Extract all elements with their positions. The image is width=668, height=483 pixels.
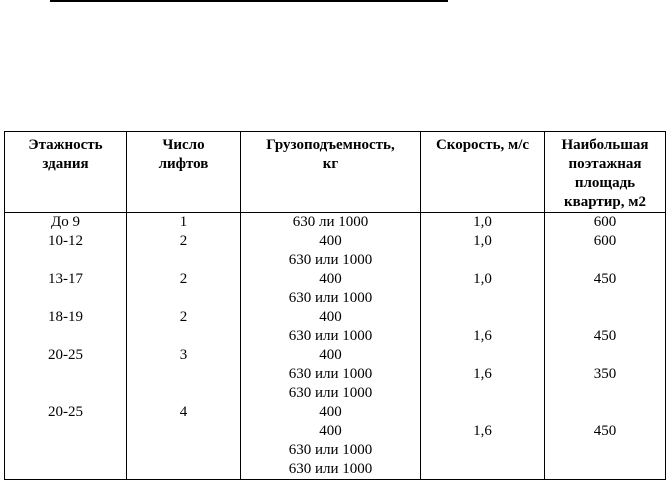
header-lift-count [127,132,241,213]
header-line: квартир, м2 [564,194,646,210]
cell-line: 600 [593,214,617,230]
cell-line [423,251,542,270]
cell-line [423,460,542,479]
max-area-column [545,213,666,480]
cell-line [129,365,238,384]
cell-line: 630 или 1000 [288,366,373,382]
cell-line: 630 или 1000 [288,328,373,344]
header-line: площадь [574,175,636,191]
header-speed [421,132,545,213]
cell-line [547,308,663,327]
table-header-row [5,132,666,213]
cell-line: 20-25 [48,347,83,363]
cell-line [547,251,663,270]
cell-line [129,460,238,479]
cell-line: 350 [593,366,617,382]
cell-line [423,289,542,308]
cell-line: 400 [319,271,342,287]
cell-line [423,308,542,327]
cell-line [423,403,542,422]
cell-line [7,289,124,308]
cell-line: 1,6 [473,328,492,344]
cell-line: 20-25 [48,404,83,420]
elevator-requirements-table [4,131,666,480]
cell-line: 630 или 1000 [288,252,373,268]
capacity-column [241,213,421,480]
header-line: здания [42,156,89,172]
header-max-area [545,132,666,213]
cell-line: 1,0 [473,271,492,287]
cell-line [7,384,124,403]
header-line: Грузоподъемность, [266,137,395,153]
speed-column [421,213,545,480]
cell-line [423,384,542,403]
cell-line [7,460,124,479]
cell-line [129,289,238,308]
cell-line [7,422,124,441]
table-body-row [5,213,666,480]
header-line: поэтажная [568,156,642,172]
cell-line: 1,6 [473,423,492,439]
header-floors [5,132,127,213]
cell-line: 630 или 1000 [288,442,373,458]
cell-line [7,251,124,270]
cell-line: До 9 [51,214,80,230]
cell-line: 600 [593,233,617,249]
cell-line [423,441,542,460]
header-line: Этажность [28,137,103,153]
cell-line [129,441,238,460]
cell-line: 1 [179,214,188,230]
header-line: Число [162,137,205,153]
cell-line: 2 [179,271,188,287]
cell-line: 2 [179,309,188,325]
cell-line [547,346,663,365]
cell-line [423,346,542,365]
cell-line: 400 [319,423,342,439]
cell-line: 4 [179,404,188,420]
cell-line: 400 [319,347,342,363]
cell-line: 450 [593,271,617,287]
cell-line [547,403,663,422]
cell-line: 10-12 [48,233,83,249]
cell-line: 450 [593,328,617,344]
cell-line: 400 [319,404,342,420]
cell-line: 1,0 [473,214,492,230]
cell-line: 18-19 [48,309,83,325]
top-horizontal-rule [50,0,448,2]
cell-line: 1,6 [473,366,492,382]
header-line: Скорость, м/с [435,137,530,153]
cell-line: 630 или 1000 [288,290,373,306]
cell-line: 1,0 [473,233,492,249]
cell-line [7,365,124,384]
cell-line [7,441,124,460]
cell-line: 13-17 [48,271,83,287]
lift-count-column [127,213,241,480]
cell-line: 400 [319,309,342,325]
cell-line [7,327,124,346]
cell-line [129,327,238,346]
cell-line: 630 или 1000 [288,461,373,477]
floors-column [5,213,127,480]
cell-line [547,384,663,403]
header-line: Наибольшая [561,137,649,153]
header-capacity [241,132,421,213]
cell-line: 2 [179,233,188,249]
cell-line: 450 [593,423,617,439]
cell-line: 3 [179,347,188,363]
cell-line [129,422,238,441]
header-line: лифтов [158,156,209,172]
cell-line [129,251,238,270]
cell-line: 630 или 1000 [288,385,373,401]
cell-line: 630 ли 1000 [292,214,369,230]
cell-line [547,441,663,460]
cell-line: 400 [319,233,342,249]
cell-line [129,384,238,403]
cell-line [547,460,663,479]
cell-line [547,289,663,308]
header-line: кг [322,156,339,172]
